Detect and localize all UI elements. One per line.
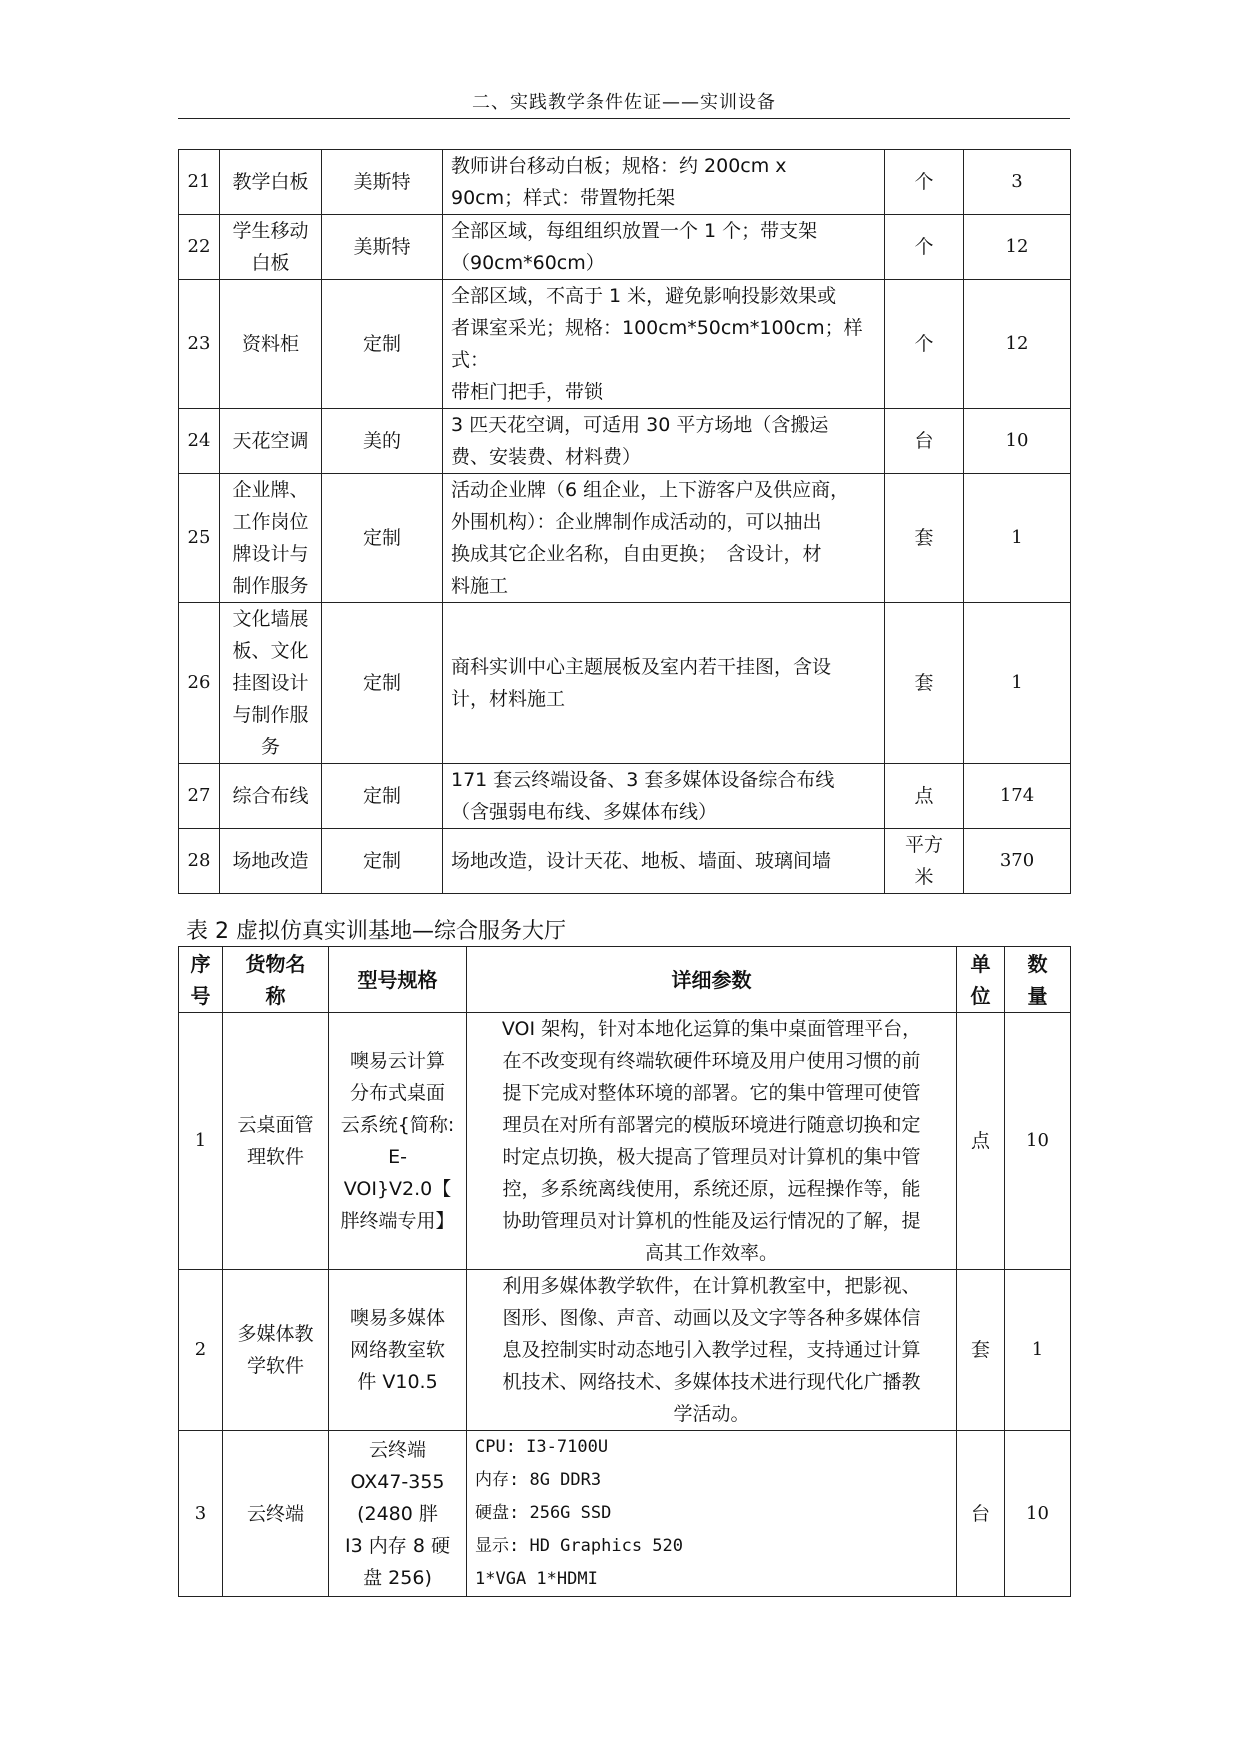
item-name-line: 综合布线	[232, 785, 309, 807]
row-number: 1	[179, 1013, 223, 1270]
item-qty: 370	[964, 829, 1071, 894]
row-number: 27	[179, 764, 220, 829]
item-model-line: 噢易多媒体	[349, 1307, 445, 1329]
item-model: 美斯特	[322, 150, 443, 215]
row-number: 22	[179, 215, 220, 280]
header-model: 型号规格	[329, 947, 467, 1013]
table-row	[179, 409, 1071, 474]
item-model-line: VOI}V2.0【	[343, 1178, 452, 1200]
item-detail	[443, 215, 885, 280]
table-row	[179, 603, 1071, 764]
item-name-line: 板、文化	[232, 640, 309, 662]
item-unit: 个	[885, 215, 964, 280]
item-name-line: 云终端	[246, 1502, 304, 1525]
item-detail-line: CPU: I3-7100U	[475, 1437, 609, 1457]
row-number: 25	[179, 474, 220, 603]
item-detail	[443, 474, 885, 603]
item-name-line: 务	[260, 736, 280, 758]
item-model-line: E-	[388, 1146, 407, 1168]
item-detail-line: 教师讲台移动白板；规格：约 200cm x	[451, 155, 787, 177]
item-detail-line: 图形、图像、声音、动画以及文字等各种多媒体信	[502, 1307, 921, 1329]
item-detail-line: 全部区域，不高于 1 米，避免影响投影效果或	[451, 285, 837, 307]
item-unit: 个	[885, 280, 964, 409]
item-model-line: 噢易云计算	[349, 1050, 445, 1072]
item-detail-line: 外围机构）：企业牌制作成活动的，可以抽出	[451, 511, 822, 533]
item-name	[220, 603, 322, 764]
item-detail	[467, 1270, 957, 1431]
item-detail-line: 全部区域，每组组织放置一个 1 个；带支架	[451, 220, 818, 242]
item-name-line: 工作岗位	[232, 511, 309, 533]
table-row	[179, 1270, 1071, 1431]
item-detail-line: 利用多媒体教学软件，在计算机教室中，把影视、	[502, 1275, 921, 1297]
item-model: 定制	[322, 280, 443, 409]
page-header-title: 二、实践教学条件佐证——实训设备	[472, 92, 776, 113]
table-row	[179, 764, 1071, 829]
item-model-line: (2480 胖	[357, 1502, 438, 1525]
item-model-line: 云终端	[368, 1438, 426, 1461]
item-model-line: 胖终端专用】	[340, 1210, 455, 1232]
header-no: 序 号	[179, 947, 223, 1013]
item-detail-line: 场地改造，设计天花、地板、墙面、玻璃间墙	[451, 850, 832, 872]
item-unit: 点	[885, 764, 964, 829]
item-model-line: I3 内存 8 硬	[345, 1534, 450, 1557]
equipment-table-2	[178, 946, 1071, 1597]
header-qty: 数 量	[1005, 947, 1071, 1013]
row-number: 26	[179, 603, 220, 764]
item-model	[329, 1431, 467, 1597]
table-row	[179, 829, 1071, 894]
item-detail-line: 内存: 8G DDR3	[475, 1470, 602, 1490]
item-qty: 10	[964, 409, 1071, 474]
item-unit: 台	[885, 409, 964, 474]
item-name-line: 场地改造	[232, 850, 309, 872]
table2-caption: 表 2 虚拟仿真实训基地—综合服务大厅	[186, 919, 566, 944]
item-qty: 3	[964, 150, 1071, 215]
item-detail-line: 学活动。	[673, 1403, 750, 1425]
item-detail-line: 息及控制实时动态地引入教学过程，支持通过计算	[502, 1339, 921, 1361]
item-model	[329, 1013, 467, 1270]
table-row	[179, 1431, 1071, 1597]
item-detail-line: 1*VGA 1*HDMI	[475, 1569, 598, 1589]
item-detail-line: （含强弱电布线、多媒体布线）	[451, 801, 718, 823]
item-detail-line: 控，多系统离线使用，系统还原，远程操作等，能	[502, 1178, 921, 1200]
item-name-line: 多媒体教	[237, 1323, 314, 1345]
item-model	[329, 1270, 467, 1431]
item-detail-line: 计，材料施工	[451, 688, 566, 710]
item-name-line: 学生移动	[232, 220, 309, 242]
item-name-line: 理软件	[246, 1146, 304, 1168]
table2-header-row	[179, 947, 1071, 1013]
item-detail-line: 带柜门把手，带锁	[451, 381, 604, 403]
item-detail-line: 高其工作效率。	[644, 1242, 778, 1264]
header-rule	[178, 118, 1070, 119]
row-number: 24	[179, 409, 220, 474]
item-detail	[443, 829, 885, 894]
item-detail-line: 硬盘: 256G SSD	[475, 1503, 612, 1523]
row-number: 28	[179, 829, 220, 894]
item-unit: 套	[885, 603, 964, 764]
item-name	[220, 150, 322, 215]
item-name-line: 挂图设计	[232, 672, 309, 694]
item-detail-line: 换成其它企业名称，自由更换； 含设计，材	[451, 543, 822, 565]
item-qty: 12	[964, 280, 1071, 409]
item-name-line: 制作服务	[232, 575, 309, 597]
item-name	[220, 829, 322, 894]
item-name	[220, 474, 322, 603]
item-qty: 12	[964, 215, 1071, 280]
item-name-line: 学软件	[246, 1355, 304, 1377]
item-model-line: 件 V10.5	[357, 1371, 438, 1393]
item-detail-line: 3 匹天花空调，可适用 30 平方场地（含搬运	[451, 414, 829, 436]
item-name-line: 教学白板	[232, 171, 309, 193]
item-detail-line: 费、安装费、材料费）	[451, 446, 642, 468]
item-detail-line: 在不改变现有终端软硬件环境及用户使用习惯的前	[502, 1050, 921, 1072]
item-unit-line: 平方	[904, 834, 943, 856]
item-name	[220, 215, 322, 280]
item-qty: 174	[964, 764, 1071, 829]
item-unit: 台	[957, 1431, 1005, 1597]
item-model-line: 云系统{简称:	[340, 1114, 455, 1136]
item-name-line: 文化墙展	[232, 608, 309, 630]
item-name-line: 与制作服	[232, 704, 309, 726]
item-model-line: 网络教室软	[349, 1339, 445, 1361]
item-name-line: 天花空调	[232, 430, 309, 452]
item-name-line: 白板	[251, 252, 290, 274]
item-qty: 10	[1005, 1013, 1071, 1270]
row-number: 23	[179, 280, 220, 409]
item-detail	[443, 764, 885, 829]
item-detail-line: 机技术、网络技术、多媒体技术进行现代化广播教	[502, 1371, 921, 1393]
item-qty: 1	[1005, 1270, 1071, 1431]
item-detail-line: 协助管理员对计算机的性能及运行情况的了解，提	[502, 1210, 921, 1232]
item-name	[220, 409, 322, 474]
item-unit: 个	[885, 150, 964, 215]
table-row	[179, 474, 1071, 603]
item-detail	[467, 1013, 957, 1270]
item-model-line: OX47-355	[350, 1470, 445, 1493]
item-unit: 套	[957, 1270, 1005, 1431]
header-unit: 单 位	[957, 947, 1005, 1013]
item-name-line: 企业牌、	[232, 479, 309, 501]
table-row	[179, 1013, 1071, 1270]
table-row	[179, 280, 1071, 409]
item-model: 定制	[322, 829, 443, 894]
item-qty: 1	[964, 603, 1071, 764]
item-unit: 套	[885, 474, 964, 603]
item-name	[220, 280, 322, 409]
item-detail	[443, 603, 885, 764]
item-model: 定制	[322, 764, 443, 829]
item-name	[220, 764, 322, 829]
item-detail-line: 提下完成对整体环境的部署。它的集中管理可使管	[502, 1082, 921, 1104]
item-model: 美的	[322, 409, 443, 474]
item-model: 定制	[322, 474, 443, 603]
item-model: 定制	[322, 603, 443, 764]
header-name: 货物名 称	[223, 947, 329, 1013]
item-name-line: 牌设计与	[232, 543, 309, 565]
row-number: 3	[179, 1431, 223, 1597]
row-number: 2	[179, 1270, 223, 1431]
item-detail-line: 时定点切换，极大提高了管理员对计算机的集中管	[502, 1146, 921, 1168]
item-detail-line: 料施工	[451, 575, 509, 597]
item-detail-line: 者课室采光；规格：100cm*50cm*100cm；样式：	[451, 317, 863, 371]
item-detail-line: （90cm*60cm）	[451, 252, 605, 274]
item-detail-line: 90cm；样式：带置物托架	[451, 187, 676, 209]
item-detail	[443, 280, 885, 409]
item-detail-line: 理员在对所有部署完的模版环境进行随意切换和定	[502, 1114, 921, 1136]
item-name	[223, 1013, 329, 1270]
item-model-line: 盘 256)	[363, 1566, 432, 1589]
item-model-line: 分布式桌面	[349, 1082, 445, 1104]
table-row	[179, 215, 1071, 280]
item-qty: 1	[964, 474, 1071, 603]
item-unit-line: 米	[914, 866, 934, 888]
item-name	[223, 1270, 329, 1431]
row-number: 21	[179, 150, 220, 215]
item-detail-line: 171 套云终端设备、3 套多媒体设备综合布线	[451, 769, 835, 791]
table-row	[179, 150, 1071, 215]
equipment-table-1	[178, 149, 1071, 894]
header-detail: 详细参数	[467, 947, 957, 1013]
item-detail	[443, 150, 885, 215]
item-detail-line: 显示: HD Graphics 520	[475, 1536, 683, 1556]
item-detail-line: 商科实训中心主题展板及室内若干挂图，含设	[451, 656, 832, 678]
item-detail	[467, 1431, 957, 1597]
item-name-line: 资料柜	[241, 333, 299, 355]
item-detail-line: 活动企业牌（6 组企业，上下游客户及供应商，	[451, 479, 850, 501]
item-unit	[885, 829, 964, 894]
item-name-line: 云桌面管	[237, 1114, 314, 1136]
item-detail-line: VOI 架构，针对本地化运算的集中桌面管理平台，	[501, 1018, 922, 1040]
item-model: 美斯特	[322, 215, 443, 280]
item-qty: 10	[1005, 1431, 1071, 1597]
item-name	[223, 1431, 329, 1597]
item-unit: 点	[957, 1013, 1005, 1270]
item-detail	[443, 409, 885, 474]
